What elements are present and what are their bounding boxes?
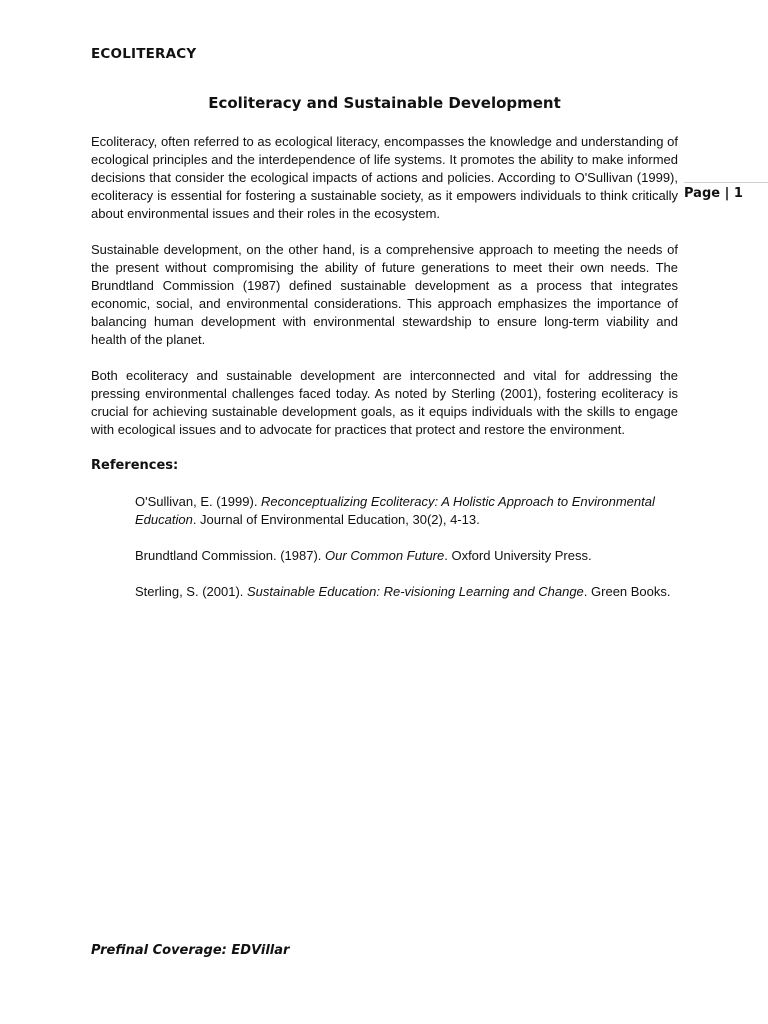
reference-title: Sustainable Education: Re-visioning Learning and Change	[247, 584, 584, 599]
reference-author: Sterling, S. (2001).	[135, 584, 247, 599]
reference-source: . Journal of Environmental Education, 30(2), 4-13.	[192, 512, 480, 527]
document-title: Ecoliteracy and Sustainable Development	[208, 94, 561, 112]
reference-source: . Oxford University Press.	[444, 548, 592, 563]
body-content	[91, 133, 678, 619]
reference-source: . Green Books.	[583, 584, 671, 599]
reference-title: Reconceptualizing Ecoliteracy: A Holistic Approach to Environmental Education	[135, 494, 655, 527]
reference-item	[135, 493, 678, 529]
reference-title: Our Common Future	[325, 548, 445, 563]
reference-item	[135, 583, 678, 601]
reference-list	[91, 493, 678, 601]
reference-author: O'Sullivan, E. (1999).	[135, 494, 262, 509]
page-number: Page | 1	[684, 186, 743, 201]
page-rule	[684, 182, 768, 183]
paragraph-ecoliteracy: Ecoliteracy, often referred to as ecological literacy, encompasses the knowledge and understanding of ecological principles and the interdependence of life systems. It promotes the ability to make informed decisions that consider the ecological impacts of actions and policies. According to O'Sullivan (1999), ecoliteracy is essential for fostering a sustainable society, as it empowers individuals to think critically about environmental issues and their roles in the ecosystem.	[91, 134, 678, 221]
reference-author: Brundtland Commission. (1987).	[135, 548, 326, 563]
page-footer: Prefinal Coverage: EDVillar	[91, 943, 290, 958]
reference-item	[135, 547, 678, 565]
page-header: ECOLITERACY	[91, 46, 197, 62]
paragraph-interconnection: Both ecoliteracy and sustainable development are interconnected and vital for addressing the pressing environmental challenges faced today. As noted by Sterling (2001), fostering ecoliteracy is crucial for achieving sustainable development goals, as it equips individuals with the skills to engage with ecological issues and to advocate for practices that protect and restore the environment.	[91, 368, 678, 437]
references-heading: References:	[91, 458, 179, 473]
paragraph-sustainable-development: Sustainable development, on the other hand, is a comprehensive approach to meeting the needs of the present without compromising the ability of future generations to meet their own needs. The Brundtland Commission (1987) defined sustainable development as a process that integrates economic, social, and environmental considerations. This approach emphasizes the importance of balancing human development with environmental stewardship to ensure long-term viability and health of the planet.	[91, 242, 678, 347]
